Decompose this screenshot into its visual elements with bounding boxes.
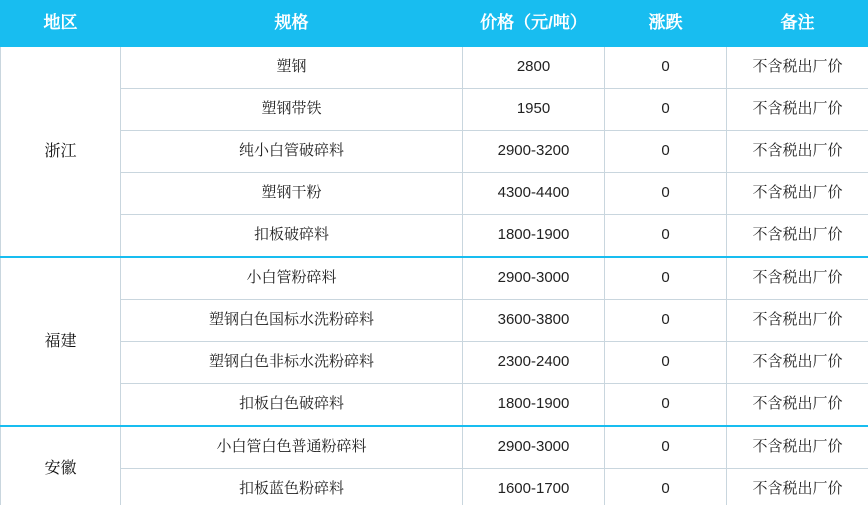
region-cell-zhejiang: 浙江: [1, 46, 121, 257]
remark-cell: 不含税出厂价: [727, 46, 868, 89]
change-cell: 0: [605, 426, 727, 469]
remark-cell: 不含税出厂价: [727, 215, 868, 258]
change-cell: 0: [605, 131, 727, 173]
table-row: [1, 89, 868, 131]
table-header-row: [1, 1, 868, 47]
change-cell: 0: [605, 384, 727, 427]
table-row: [1, 342, 868, 384]
table-row: [1, 46, 868, 89]
change-cell: 0: [605, 469, 727, 505]
table-body: [1, 46, 868, 505]
table-row: [1, 300, 868, 342]
remark-cell: 不含税出厂价: [727, 257, 868, 300]
price-cell: 4300-4400: [463, 173, 605, 215]
remark-cell: 不含税出厂价: [727, 300, 868, 342]
price-cell: 3600-3800: [463, 300, 605, 342]
spec-cell: 塑钢干粉: [121, 173, 463, 215]
remark-cell: 不含税出厂价: [727, 173, 868, 215]
spec-cell: 小白管白色普通粉碎料: [121, 426, 463, 469]
column-header-remark: 备注: [727, 1, 868, 47]
spec-cell: 塑钢: [121, 46, 463, 89]
remark-cell: 不含税出厂价: [727, 131, 868, 173]
price-cell: 1600-1700: [463, 469, 605, 505]
change-cell: 0: [605, 257, 727, 300]
change-cell: 0: [605, 342, 727, 384]
price-cell: 2900-3000: [463, 426, 605, 469]
remark-cell: 不含税出厂价: [727, 89, 868, 131]
price-cell: 1800-1900: [463, 384, 605, 427]
column-header-price: 价格（元/吨）: [463, 1, 605, 47]
region-cell-fujian: 福建: [1, 257, 121, 426]
change-cell: 0: [605, 46, 727, 89]
table-row: [1, 469, 868, 505]
remark-cell: 不含税出厂价: [727, 469, 868, 505]
remark-cell: 不含税出厂价: [727, 384, 868, 427]
region-cell-anhui: 安徽: [1, 426, 121, 505]
table-row: [1, 173, 868, 215]
table-row: [1, 426, 868, 469]
change-cell: 0: [605, 173, 727, 215]
spec-cell: 纯小白管破碎料: [121, 131, 463, 173]
spec-cell: 扣板蓝色粉碎料: [121, 469, 463, 505]
spec-cell: 小白管粉碎料: [121, 257, 463, 300]
price-cell: 2300-2400: [463, 342, 605, 384]
table-row: [1, 131, 868, 173]
table-row: [1, 384, 868, 427]
price-cell: 1800-1900: [463, 215, 605, 258]
change-cell: 0: [605, 300, 727, 342]
spec-cell: 塑钢白色国标水洗粉碎料: [121, 300, 463, 342]
remark-cell: 不含税出厂价: [727, 426, 868, 469]
change-cell: 0: [605, 215, 727, 258]
price-cell: 2900-3200: [463, 131, 605, 173]
spec-cell: 扣板白色破碎料: [121, 384, 463, 427]
table-header: [1, 1, 868, 47]
table-row: [1, 257, 868, 300]
spec-cell: 扣板破碎料: [121, 215, 463, 258]
price-cell: 2900-3000: [463, 257, 605, 300]
column-header-change: 涨跌: [605, 1, 727, 47]
price-cell: 2800: [463, 46, 605, 89]
column-header-spec: 规格: [121, 1, 463, 47]
remark-cell: 不含税出厂价: [727, 342, 868, 384]
change-cell: 0: [605, 89, 727, 131]
price-cell: 1950: [463, 89, 605, 131]
spec-cell: 塑钢带铁: [121, 89, 463, 131]
table-row: [1, 215, 868, 258]
column-header-region: 地区: [1, 1, 121, 47]
spec-cell: 塑钢白色非标水洗粉碎料: [121, 342, 463, 384]
